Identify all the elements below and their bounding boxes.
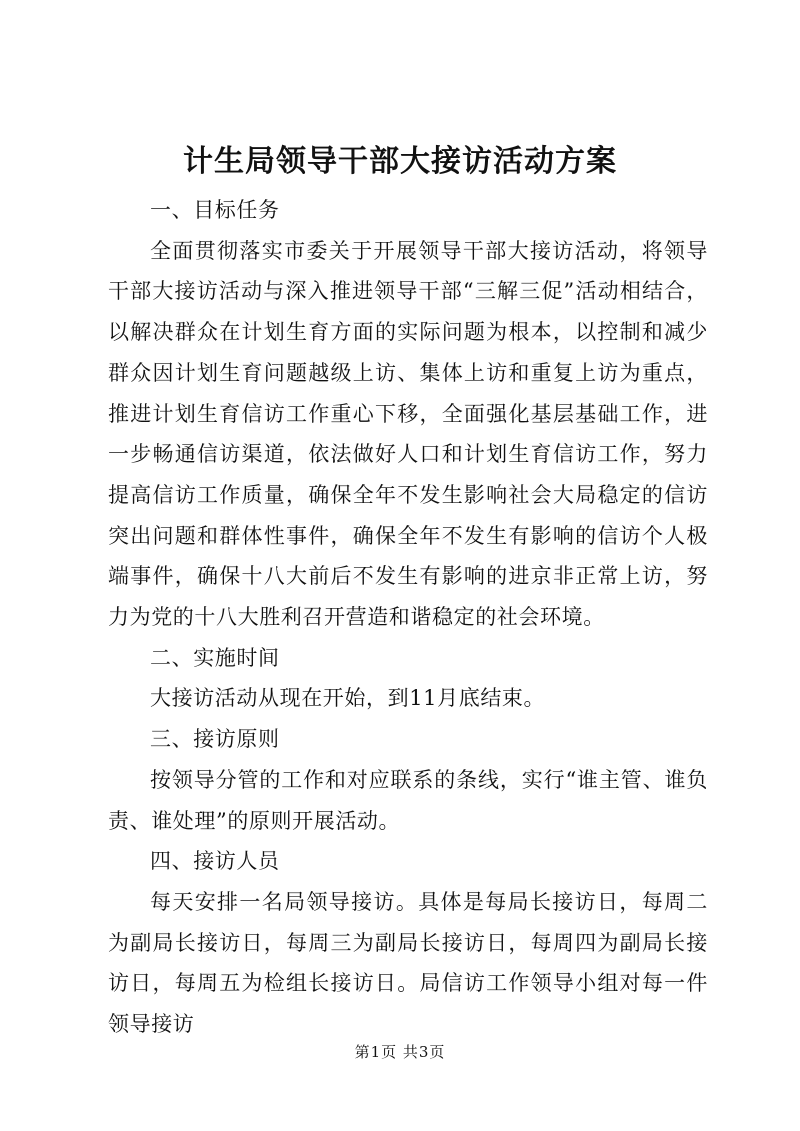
document-body <box>108 190 708 1045</box>
section-heading-goals: 一、目标任务 <box>150 198 280 222</box>
section-heading-staff: 四、接访人员 <box>150 849 280 874</box>
paragraph-time: 大接访活动从现在开始，到11月底结束。 <box>150 686 546 711</box>
paragraph-principles: 按领导分管的工作和对应联系的条线，实行“谁主管、谁负责、谁处理”的原则开展活动。 <box>108 767 708 833</box>
paragraph-goals: 全面贯彻落实市委关于开展领导干部大接访活动，将领导干部大接访活动与深入推进领导干部“三解三促”活动相结合，以解决群众在计划生育方面的实际问题为根本，以控制和减少群众因计划生育问题越级上访、集体上访和重复上访为重点，推进计划生育信访工作重心下移，全面强化基层基础工作，进一步畅通信访渠道，依法做好人口和计划生育信访工作，努力提高信访工作质量，确保全年不发生影响社会大局稳定的信访突出问题和群体性事件，确保全年不发生有影响的信访个人极端事件，确保十八大前后不发生有影响的进京非正常上访，努力为党的十八大胜利召开营造和谐稳定的社会环境。 <box>108 238 708 630</box>
section-heading-principles: 三、接访原则 <box>150 727 280 752</box>
page-footer: 第1页 共3页 <box>354 1043 446 1061</box>
document-title: 计生局领导干部大接访活动方案 <box>183 144 617 179</box>
section-heading-time: 二、实施时间 <box>150 645 280 670</box>
paragraph-staff: 每天安排一名局领导接访。具体是每局长接访日，每周二为副局长接访日，每周三为副局长接访日，每周四为副局长接访日，每周五为检组长接访日。局信访工作领导小组对每一件领导接访 <box>108 889 708 1037</box>
